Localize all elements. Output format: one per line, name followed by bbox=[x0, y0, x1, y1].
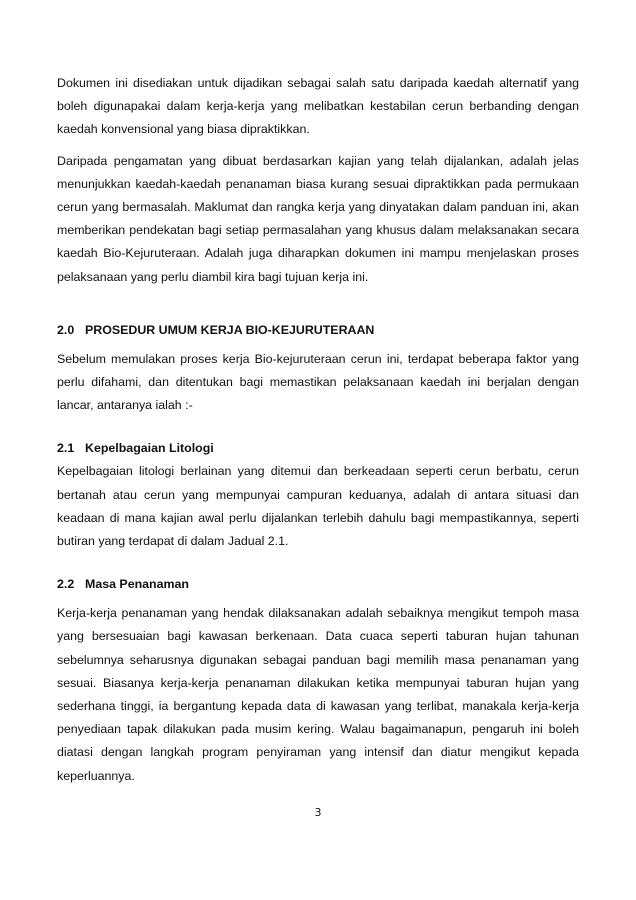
intro-paragraph-1: Dokumen ini disediakan untuk dijadikan sebagai salah satu daripada kaedah alternatif yang boleh digunapakai dalam kerja-kerja yang melibatkan kestabilan cerun berbanding dengan kaedah konvensional yang biasa dipraktikkan. bbox=[57, 76, 579, 137]
subsection-number: 2.2 bbox=[57, 577, 75, 592]
subsection-title: Kepelbagaian Litologi bbox=[85, 441, 214, 456]
section-heading bbox=[57, 319, 579, 342]
subsection-title: Masa Penanaman bbox=[85, 577, 189, 592]
section-body: Sebelum memulakan proses kerja Bio-kejuruteraan cerun ini, terdapat beberapa faktor yang perlu difahami, dan ditentukan bagi memastikan pelaksanaan kaedah ini berjalan dengan lancar, antaranya ialah :- bbox=[57, 351, 579, 413]
subsection-heading-2-2 bbox=[57, 573, 579, 596]
subsection-body-2-2: Kerja-kerja penanaman yang hendak dilaksanakan adalah sebaiknya mengikut tempoh masa yang bersesuaian bagi kawasan berkenaan. Data cuaca seperti taburan hujan tahunan sebelumnya seharusnya digunakan sebagai panduan bagi memilih masa penanaman yang sesuai. Biasanya kerja-kerja penanaman dilakukan ketika mempunyai taburan hujan yang sederhana tinggi, ia bergantung kepada data di kawasan yang terlibat, manakala kerja-kerja penyediaan tapak dilakukan pada musim kering. Walau bagaimanapun, pengaruh ini boleh diatasi dengan langkah program penyiraman yang intensif dan diatur mengikut kepada keperluannya. bbox=[57, 606, 579, 783]
intro-paragraph-2: Daripada pengamatan yang dibuat berdasarkan kajian yang telah dijalankan, adalah jelas menunjukkan kaedah-kaedah penanaman biasa kurang sesuai dipraktikkan pada permukaan cerun yang bermasalah. Maklumat dan rangka kerja yang dinyatakan dalam panduan ini, akan memberikan pendekatan bagi setiap permasalahan yang khusus dalam melaksanakan secara kaedah Bio-Kejuruteraan. Adalah juga diharapkan dokumen ini mampu menjelaskan proses pelaksanaan yang perlu diambil kira bagi tujuan kerja ini. bbox=[57, 153, 579, 284]
subsection-body-2-1: Kepelbagaian litologi berlainan yang ditemui dan berkeadaan seperti cerun berbatu, cerun bertanah atau cerun yang mempunyai campuran keduanya, adalah di antara situasi dan keadaan di mana kajian awal perlu dijalankan terlebih dahulu bagi mempastikannya, seperti butiran yang terdapat di dalam Jadual 2.1. bbox=[57, 464, 579, 549]
subsection-heading-2-1 bbox=[57, 437, 579, 460]
subsection-number: 2.1 bbox=[57, 441, 75, 456]
section-title: PROSEDUR UMUM KERJA BIO-KEJURUTERAAN bbox=[85, 322, 375, 337]
page-number: 3 bbox=[314, 806, 322, 819]
section-number: 2.0 bbox=[57, 322, 75, 337]
